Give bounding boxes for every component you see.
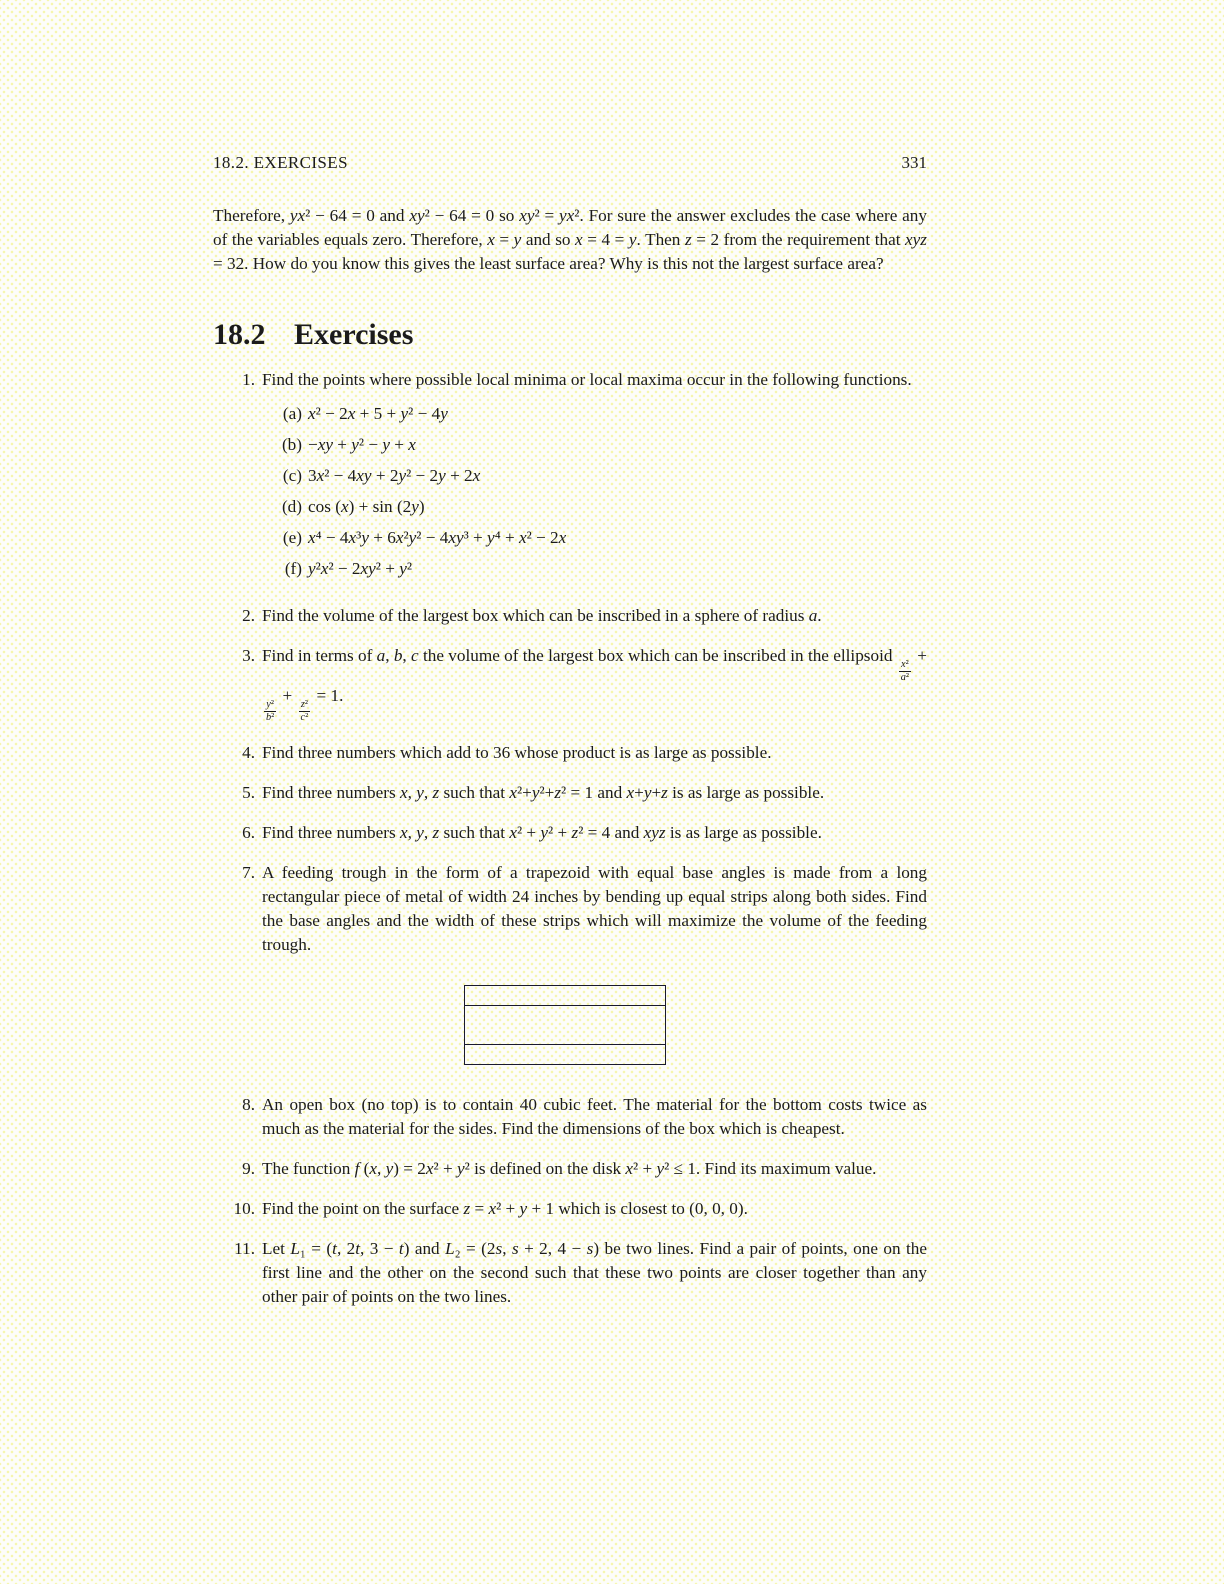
- inline-fraction: $\frac{\text{z²}}{\text{c²}}$: [300, 699, 309, 724]
- exercise-number: 5.: [242, 782, 255, 802]
- subitem-formula: y²x² − 2xy² + y²: [308, 559, 412, 578]
- exercise-body: [262, 781, 927, 805]
- subitem-label: (a): [282, 404, 302, 423]
- exercise-text: An open box (no top) is to contain 40 cubic feet. The material for the bottom costs twice as much as the material for the sides. Find the dimensions of the box which is cheapest.: [262, 1094, 927, 1138]
- subitem-formula: cos (x) + sin (2y): [308, 497, 425, 516]
- subitem-label: (d): [281, 497, 302, 516]
- section-heading: [213, 316, 927, 354]
- exercise-item: [213, 1237, 927, 1309]
- exercise-text: Find three numbers x, y, z such that x² + y² + z² = 4 and xyz is as large as possible.: [262, 822, 822, 842]
- exercise-text: A feeding trough in the form of a trapezoid with equal base angles is made from a long rectangular piece of metal of width 24 inches by bending up equal strips along both sides. Find the base angles and the width of these strips which will maximize the volume of the feeding trough.: [262, 862, 927, 954]
- exercise-item: [213, 861, 927, 1077]
- exercise-number: 3.: [242, 646, 255, 665]
- exercise-list: [213, 368, 927, 1309]
- page-header: [213, 152, 927, 174]
- exercise-body: [262, 741, 927, 765]
- exercise-item: [213, 741, 927, 765]
- exercise-item: [213, 644, 927, 725]
- section-number: 18.2: [213, 318, 266, 351]
- exercise-item: [213, 1157, 927, 1181]
- exercise-body: [262, 821, 927, 845]
- exercise-text: Find the volume of the largest box which can be inscribed in a sphere of radius a.: [262, 606, 822, 625]
- trough-figure: [262, 985, 927, 1065]
- exercise-text: The function f (x, y) = 2x² + y² is defined on the disk x² + y² ≤ 1. Find its maximum value.: [262, 1158, 877, 1178]
- exercise-subitem: [262, 495, 927, 519]
- subitem-label: (e): [282, 528, 302, 547]
- exercise-number: 1.: [242, 370, 255, 389]
- exercise-number: 7.: [242, 862, 255, 882]
- exercise-body: [262, 604, 927, 628]
- exercise-body: [262, 1237, 927, 1309]
- exercise-item: [213, 368, 927, 588]
- metal-sheet-figure: [464, 985, 666, 1065]
- exercise-text: Find in terms of a, b, c the volume of the largest box which can be inscribed in the ellipsoid $\frac{\text{x²}}{\text{a²}}$ + $\frac{\text{y²}}{\text{b²}}$ + $\frac{\text{z²}}{\text{c²}}$ = 1.: [262, 646, 927, 724]
- exercise-subitem: [262, 402, 927, 426]
- exercise-body: [262, 644, 927, 725]
- exercise-subitem: [262, 464, 927, 488]
- exercise-body: [262, 1157, 927, 1181]
- exercise-body: [262, 1197, 927, 1221]
- subitem-label: (c): [282, 466, 302, 485]
- subitem-formula: x² − 2x + 5 + y² − 4y: [308, 404, 448, 423]
- subitem-label: (f): [284, 559, 302, 578]
- exercise-body: [262, 368, 927, 588]
- exercise-item: [213, 1093, 927, 1141]
- section-title: Exercises: [294, 318, 414, 351]
- exercise-number: 6.: [242, 822, 255, 842]
- fold-line-top: [465, 1005, 665, 1006]
- exercise-number: 4.: [242, 742, 255, 762]
- exercise-body: [262, 861, 927, 1077]
- exercise-text: Find three numbers x, y, z such that x²+y²+z² = 1 and x+y+z is as large as possible.: [262, 782, 825, 802]
- subitem-formula: 3x² − 4xy + 2y² − 2y + 2x: [308, 466, 481, 485]
- intro-paragraph: Therefore, yx² − 64 = 0 and xy² − 64 = 0 so xy² = yx². For sure the answer excludes the case where any of the variables equals zero. Therefore, x = y and so x = 4 = y. Then z = 2 from the requirement that xyz = 32. How do you know this gives the least surface area? Why is this not the largest surface area?: [213, 206, 927, 273]
- exercise-text: Let L₁ = (t, 2t, 3 − t) and L₂ = (2s, s + 2, 4 − s) be two lines. Find a pair of points, one on the first line and the other on the second such that these two points are closer together than any other pair of points on the two lines.: [262, 1238, 928, 1306]
- exercise-number: 8.: [242, 1094, 255, 1114]
- exercise-text: Find the points where possible local minima or local maxima occur in the following functions.: [262, 370, 912, 389]
- inline-fraction: $\frac{\text{x²}}{\text{a²}}$: [900, 658, 909, 684]
- textbook-page: [213, 152, 927, 1325]
- exercise-number: 10.: [233, 1198, 255, 1218]
- subitem-formula: −xy + y² − y + x: [308, 435, 416, 454]
- exercise-text: Find three numbers which add to 36 whose product is as large as possible.: [262, 742, 772, 762]
- exercise-subitem: [262, 433, 927, 457]
- exercise-number: 9.: [242, 1158, 255, 1178]
- exercise-number: 11.: [234, 1238, 255, 1258]
- exercise-item: [213, 604, 927, 628]
- exercise-item: [213, 821, 927, 845]
- exercise-item: [213, 1197, 927, 1221]
- running-head: 18.2. EXERCISES: [213, 153, 348, 172]
- subitem-label: (b): [281, 435, 302, 454]
- page-number: 331: [901, 153, 927, 172]
- exercise-text: Find the point on the surface z = x² + y + 1 which is closest to (0, 0, 0).: [262, 1198, 748, 1218]
- exercise-subitem: [262, 526, 927, 550]
- exercise-body: [262, 1093, 927, 1141]
- fold-line-bottom: [465, 1044, 665, 1045]
- exercise-subitem: [262, 557, 927, 581]
- subitem-list: [262, 402, 927, 581]
- exercise-item: [213, 781, 927, 805]
- subitem-formula: x⁴ − 4x³y + 6x²y² − 4xy³ + y⁴ + x² − 2x: [308, 528, 567, 547]
- inline-fraction: $\frac{\text{y²}}{\text{b²}}$: [266, 699, 275, 724]
- exercise-number: 2.: [242, 606, 255, 625]
